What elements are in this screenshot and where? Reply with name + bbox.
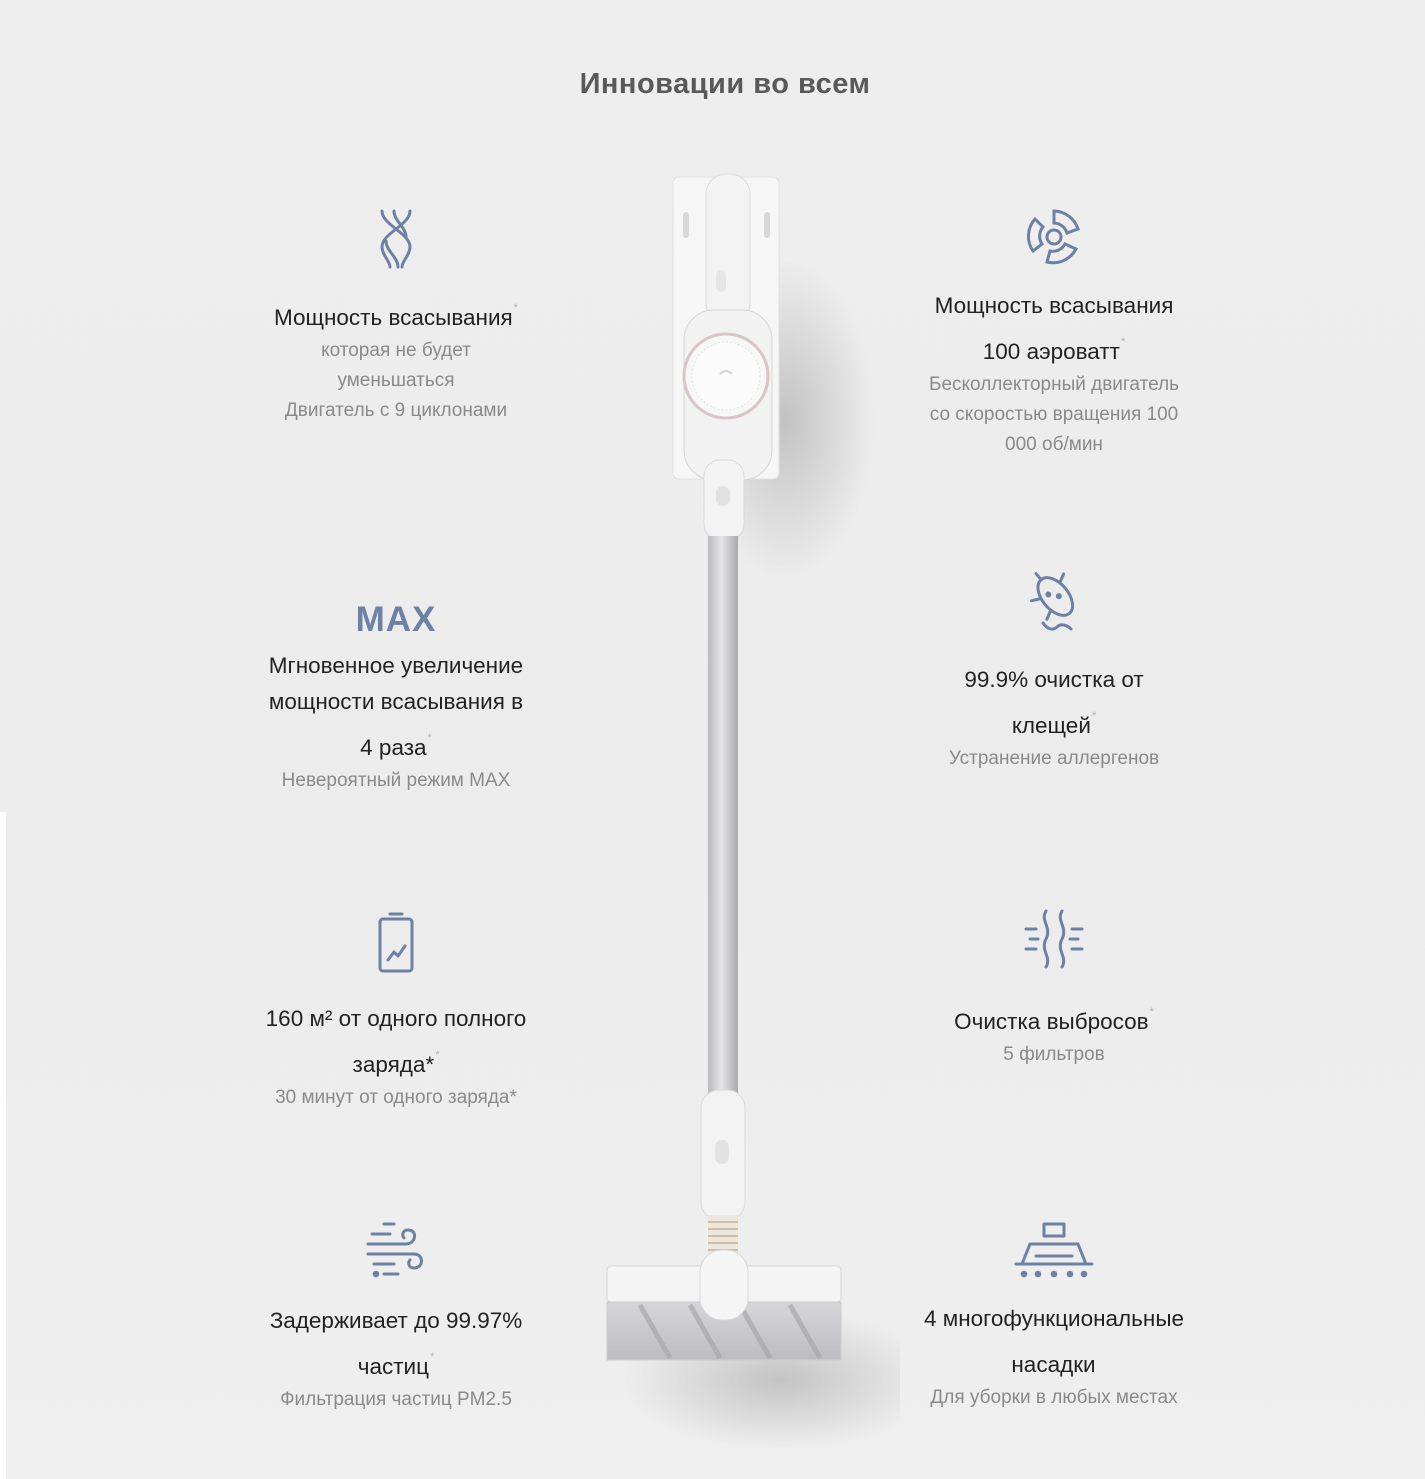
- feature-desc-line: уменьшаться: [337, 370, 455, 391]
- feature-mite-removal: [894, 559, 1214, 774]
- feature-title-line: заряда*: [352, 1052, 435, 1077]
- feature-desc-line: со скоростью вращения 100: [929, 404, 1179, 425]
- feature-desc-line: Бесколлекторный двигатель: [928, 374, 1179, 395]
- max-text-icon: MAX: [355, 600, 437, 639]
- feature-title-line: 100 аэроватт: [982, 339, 1120, 364]
- brush-head-icon: [894, 1220, 1214, 1285]
- feature-attachments: [894, 1220, 1214, 1413]
- vacuum-cleaner-image: [580, 160, 900, 1460]
- asterisk-mark: *: [1149, 1006, 1154, 1018]
- feature-suction-power: [236, 207, 556, 426]
- feature-max-mode: [236, 600, 556, 796]
- feature-title-line: Мощность всасывания: [273, 305, 513, 330]
- left-edge-strip: [0, 812, 6, 1479]
- feature-title-line: 4 многофункциональные: [923, 1306, 1185, 1331]
- feature-battery: [236, 912, 556, 1113]
- cyclone-twist-icon: [236, 207, 556, 274]
- feature-title-line: мощности всасывания в: [268, 689, 524, 714]
- asterisk-mark: *: [1120, 336, 1126, 348]
- feature-exhaust-cleaning: [894, 907, 1214, 1070]
- dust-mite-icon: [894, 559, 1214, 640]
- feature-desc-line: Устранение аллергенов: [948, 748, 1160, 769]
- asterisk-mark: *: [1091, 710, 1097, 722]
- filter-airflow-icon: [894, 907, 1214, 976]
- feature-desc-line: 30 минут от одного заряда*: [275, 1087, 517, 1108]
- feature-title-line: Мгновенное увеличение: [268, 653, 524, 678]
- feature-title-line: 4 раза: [360, 735, 427, 760]
- feature-desc-line: 5 фильтров: [1003, 1044, 1105, 1065]
- feature-desc-line: Для уборки в любых местах: [930, 1387, 1178, 1408]
- battery-icon: [236, 912, 556, 979]
- asterisk-mark: *: [429, 1351, 435, 1363]
- feature-title-line: клещей: [1011, 713, 1091, 738]
- feature-desc-line: Двигатель с 9 циклонами: [284, 400, 508, 421]
- wind-icon: [236, 1220, 556, 1287]
- asterisk-mark: *: [427, 732, 432, 744]
- feature-title-line: Задерживает до 99.97%: [269, 1308, 523, 1333]
- feature-desc-line: Невероятный режим MAX: [281, 770, 511, 791]
- feature-title-line: Очистка выбросов: [954, 1009, 1149, 1034]
- asterisk-mark: *: [435, 1049, 440, 1061]
- feature-airwatts: [894, 207, 1214, 460]
- feature-title-line: 160 м² от одного полного: [265, 1006, 527, 1031]
- feature-particle-filtration: [236, 1220, 556, 1415]
- feature-desc-line: которая не будет: [321, 340, 471, 361]
- feature-title-line: частиц: [357, 1354, 429, 1379]
- asterisk-mark: *: [513, 302, 519, 314]
- feature-title-line: насадки: [1011, 1352, 1096, 1377]
- fan-motor-icon: [894, 207, 1214, 272]
- feature-title-line: Мощность всасывания: [934, 293, 1174, 318]
- feature-desc-line: 000 об/мин: [1005, 434, 1103, 455]
- feature-title-line: 99.9% очистка от: [964, 667, 1144, 692]
- page-title: Инновации во всем: [579, 68, 871, 101]
- feature-desc-line: Фильтрация частиц PM2.5: [280, 1389, 512, 1410]
